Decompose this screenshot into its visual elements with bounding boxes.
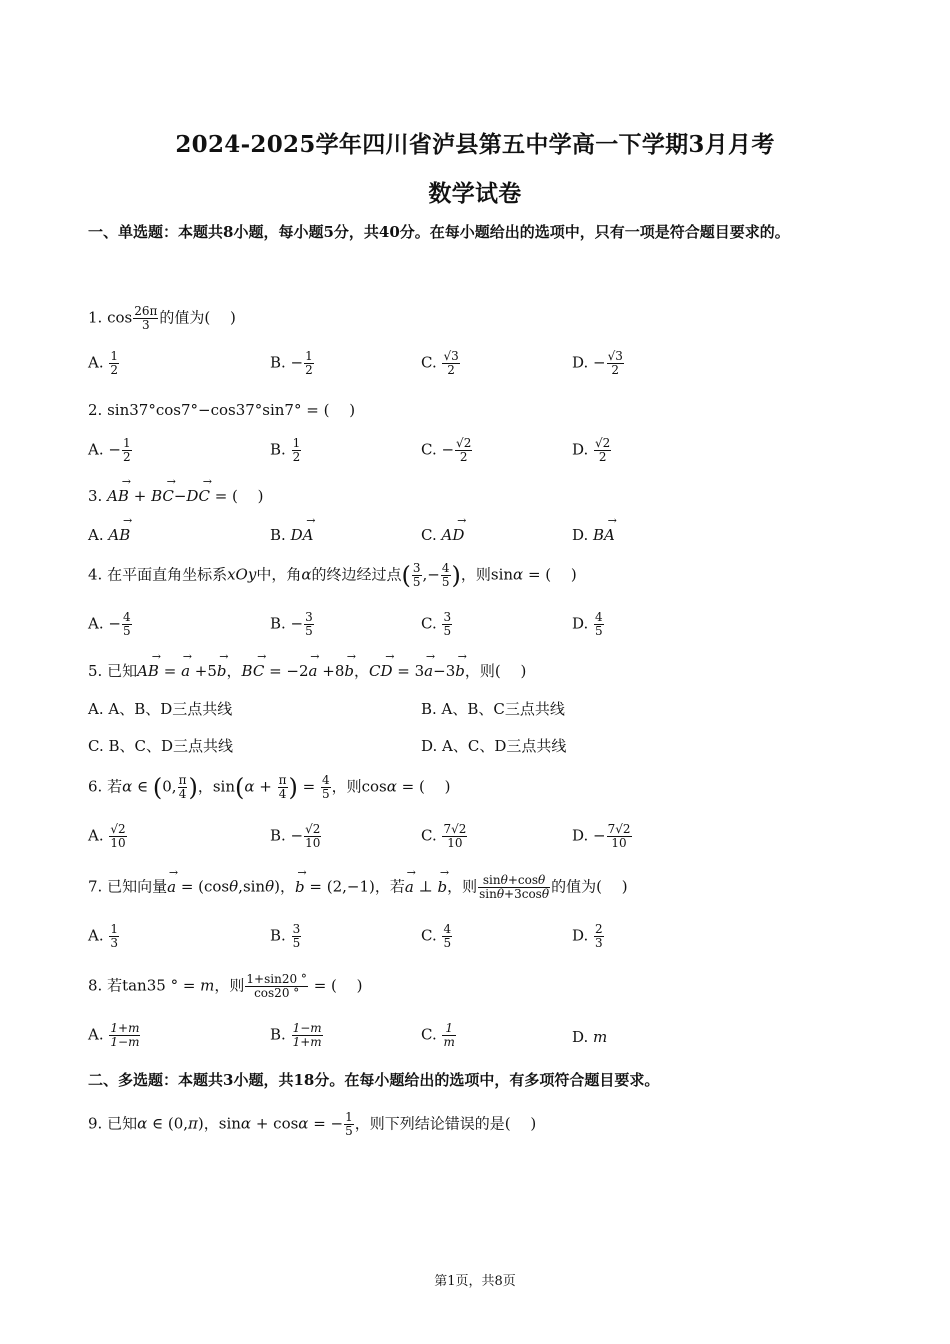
q5-option-c[interactable]: C. B、C、D三点共线: [88, 737, 234, 755]
q1-option-c[interactable]: C. $\frac{√3}{2}$: [421, 349, 459, 377]
q2-option-d[interactable]: D. $\frac{√2}{2}$: [572, 436, 611, 464]
q8-option-b[interactable]: B. $\frac{1-m}{1+m}$: [270, 1021, 322, 1049]
q7-option-b[interactable]: B. $\frac{3}{5}$: [270, 922, 301, 950]
q2-option-c[interactable]: C. − $\frac{√2}{2}$: [421, 436, 472, 464]
q1-option-d[interactable]: D. − $\frac{√3}{2}$: [572, 349, 623, 377]
q6-option-c[interactable]: C. $\frac{7√2}{10}$: [421, 822, 467, 850]
question-4: 4. 在平面直角坐标系xOy中，角α的终边经过点( $\frac{3}{5}$ ,− $\frac{4}{5}$ )，则sinα = ( ): [88, 561, 577, 590]
question-7: 7. 已知向量→ a = (cosθ,sinθ)，→ b = (2,−1)，若→ a ⊥ → b，则 $\frac{\sin\theta+\cos\theta}{\sin\theta+3\cos\theta}$ 的值为( ): [88, 874, 628, 901]
q5-option-d[interactable]: D. A、C、D三点共线: [421, 737, 567, 755]
q4-option-b[interactable]: B. − $\frac{3}{5}$: [270, 610, 313, 638]
question-5: 5. 已知→ AB = → a +5→ b，→ BC = −2→ a +8→ b，→ CD = 3→ a−3→ b，则( ): [88, 659, 526, 681]
q2-option-b[interactable]: B. $\frac{1}{2}$: [270, 436, 301, 464]
q8-option-a[interactable]: A. $\frac{1+m}{1-m}$: [88, 1021, 140, 1049]
q6-option-a[interactable]: A. $\frac{√2}{10}$: [88, 822, 126, 850]
q3-option-a[interactable]: A. → AB: [88, 523, 130, 544]
q7-option-c[interactable]: C. $\frac{4}{5}$: [421, 922, 452, 950]
q4-option-c[interactable]: C. $\frac{3}{5}$: [421, 610, 452, 638]
q3-option-b[interactable]: B. → DA: [270, 523, 313, 544]
q1-option-a[interactable]: A. $\frac{1}{2}$: [88, 349, 119, 377]
q5-option-a[interactable]: A. A、B、D三点共线: [88, 700, 233, 718]
q4-option-a[interactable]: A. − $\frac{4}{5}$: [88, 610, 131, 638]
q3-option-d[interactable]: D. → BA: [572, 523, 615, 544]
question-3: 3. → AB + → BC−→ DC = ( ): [88, 484, 264, 506]
q6-option-d[interactable]: D. − $\frac{7√2}{10}$: [572, 822, 631, 850]
q4-option-d[interactable]: D. $\frac{4}{5}$: [572, 610, 603, 638]
question-1: 1. cos $\frac{26\pi}{3}$ 的值为( ): [88, 304, 236, 332]
q1-option-b[interactable]: B. − $\frac{1}{2}$: [270, 349, 313, 377]
section-multi-choice: 二、多选题：本题共3小题，共18分。在每小题给出的选项中，有多项符合题目要求。: [88, 1071, 660, 1089]
page-footer: 第1页，共8页: [434, 1274, 516, 1289]
q6-option-b[interactable]: B. − $\frac{√2}{10}$: [270, 822, 321, 850]
exam-subtitle: 数学试卷: [428, 180, 522, 207]
section-single-choice: 一、单选题：本题共8小题，每小题5分，共40分。在每小题给出的选项中，只有一项是符合题目要求的。: [88, 223, 790, 241]
exam-title: 2024-2025学年四川省泸县第五中学高一下学期3月月考: [175, 131, 775, 158]
q2-option-a[interactable]: A. − $\frac{1}{2}$: [88, 436, 131, 464]
q8-option-d[interactable]: D. m: [572, 1028, 608, 1046]
q3-option-c[interactable]: C. → AD: [421, 523, 464, 544]
question-9: 9. 已知α ∈ (0,π)，sinα + cosα = − $\frac{1}{5}$ ，则下列结论错误的是( ): [88, 1110, 537, 1138]
q7-option-a[interactable]: A. $\frac{1}{3}$: [88, 922, 119, 950]
q5-option-b[interactable]: B. A、B、C三点共线: [421, 700, 565, 718]
question-6: 6. 若α ∈ (0, $\frac{\pi}{4}$ )，sin(α + $\frac{\pi}{4}$ ) = $\frac{4}{5}$ ，则cosα = ( ): [88, 773, 451, 802]
q7-option-d[interactable]: D. $\frac{2}{3}$: [572, 922, 603, 950]
question-8: 8. 若tan35 ° = m，则 $\frac{1+\sin 20 ^\circ}{\cos 20 ^\circ}$ = ( ): [88, 972, 363, 1000]
question-2: 2. sin37°cos7°−cos37°sin7° = ( ): [88, 401, 356, 419]
q8-option-c[interactable]: C. $\frac{1}{m}$: [421, 1021, 455, 1049]
